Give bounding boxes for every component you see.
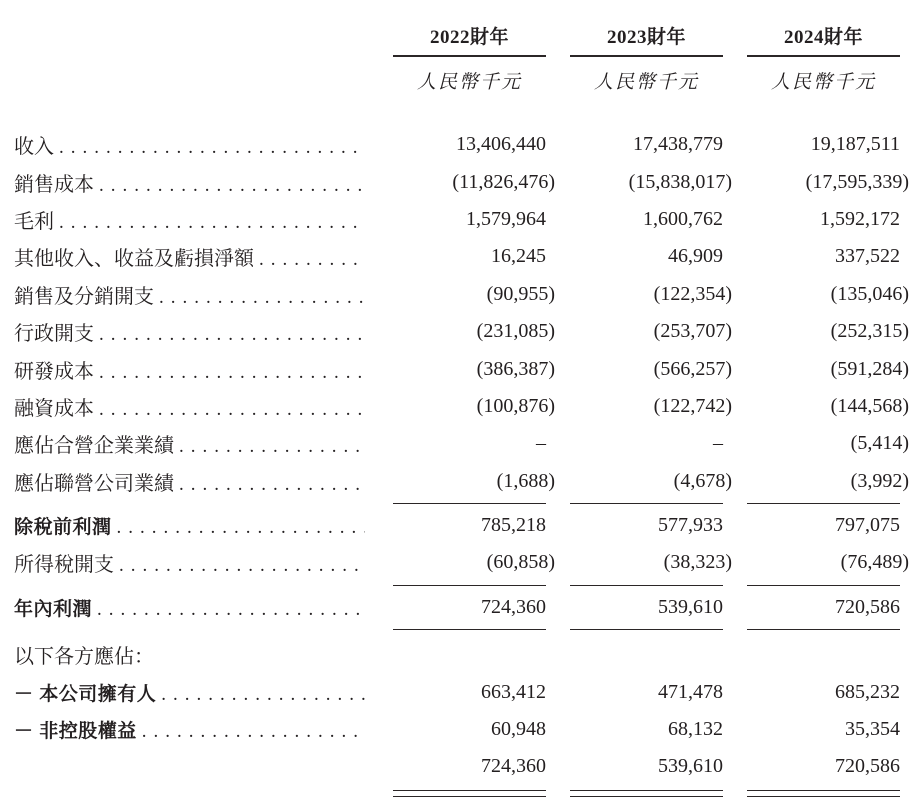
dot-leader bbox=[94, 362, 365, 384]
table-row-jv-results bbox=[14, 425, 916, 462]
row-value: (566,257) bbox=[653, 357, 732, 380]
row-value: 797,075 bbox=[835, 514, 900, 537]
dot-leader bbox=[137, 721, 365, 743]
row-label: 行政開支 bbox=[14, 323, 94, 346]
unit-label: 人民幣千元 bbox=[416, 72, 522, 93]
single-rule bbox=[14, 629, 916, 630]
row-value: 13,406,440 bbox=[456, 133, 546, 156]
year-header-2022: 2022財年 bbox=[393, 22, 546, 57]
table-row-rd-costs bbox=[14, 350, 916, 387]
dot-leader bbox=[94, 324, 365, 346]
double-rule bbox=[14, 790, 916, 797]
table-row-profit-before-tax bbox=[14, 507, 916, 544]
dot-leader bbox=[94, 175, 365, 197]
unit-label: 人民幣千元 bbox=[593, 72, 699, 93]
row-value: (100,876) bbox=[476, 394, 555, 417]
row-value: – bbox=[713, 432, 723, 455]
row-value: 685,232 bbox=[835, 680, 900, 703]
row-label: 應佔合營企業業績 bbox=[14, 435, 174, 458]
dot-leader bbox=[112, 517, 365, 539]
row-label: － 本公司擁有人 bbox=[14, 683, 157, 705]
single-rule bbox=[14, 585, 916, 586]
row-value: (231,085) bbox=[476, 320, 555, 343]
dot-leader bbox=[156, 684, 365, 706]
row-value: 539,610 bbox=[658, 595, 723, 618]
table-row-profit-for-year bbox=[14, 589, 916, 626]
row-label: － 非控股權益 bbox=[14, 721, 137, 743]
row-value: 724,360 bbox=[481, 595, 546, 618]
row-label: 銷售及分銷開支 bbox=[14, 285, 154, 308]
row-value: (76,489) bbox=[840, 551, 909, 574]
dot-leader bbox=[114, 555, 365, 577]
row-label: 銷售成本 bbox=[14, 173, 94, 196]
row-label: 年內利潤 bbox=[14, 598, 93, 620]
table-row-admin-expenses bbox=[14, 313, 916, 350]
row-value: (4,678) bbox=[673, 469, 732, 492]
row-value: 1,592,172 bbox=[820, 207, 900, 230]
dot-leader bbox=[94, 399, 365, 421]
table-row-non-controlling-interests bbox=[14, 711, 916, 748]
table-header-units bbox=[14, 57, 916, 94]
row-value: 720,586 bbox=[835, 755, 900, 778]
row-value: 46,909 bbox=[668, 245, 723, 268]
row-value: 785,218 bbox=[481, 514, 546, 537]
row-label: 除稅前利潤 bbox=[14, 517, 112, 539]
row-value: 1,600,762 bbox=[643, 207, 723, 230]
row-label: 其他收入、收益及虧損淨額 bbox=[14, 248, 254, 271]
dot-leader bbox=[54, 212, 365, 234]
row-value: (1,688) bbox=[496, 469, 555, 492]
row-value: 539,610 bbox=[658, 755, 723, 778]
dot-leader bbox=[254, 249, 365, 271]
table-row-other-income bbox=[14, 238, 916, 275]
year-header-2024: 2024財年 bbox=[747, 22, 900, 57]
row-value: 16,245 bbox=[491, 245, 546, 268]
table-row-associates-results bbox=[14, 463, 916, 500]
table-row-total bbox=[14, 748, 916, 785]
table-row-attributable-heading bbox=[14, 636, 916, 673]
table-row-revenue bbox=[14, 126, 916, 163]
table-row-selling-expenses bbox=[14, 276, 916, 313]
year-header-2023: 2023財年 bbox=[570, 22, 723, 57]
row-value: (11,826,476) bbox=[452, 170, 555, 193]
row-value: 68,132 bbox=[668, 718, 723, 741]
row-value: 663,412 bbox=[481, 680, 546, 703]
row-value: 17,438,779 bbox=[633, 133, 723, 156]
row-label: 收入 bbox=[14, 136, 54, 159]
table-row-gross-profit bbox=[14, 201, 916, 238]
row-label: 應佔聯營公司業績 bbox=[14, 472, 174, 495]
unit-label: 人民幣千元 bbox=[770, 72, 876, 93]
row-value: (135,046) bbox=[830, 282, 909, 305]
row-value: (122,354) bbox=[653, 282, 732, 305]
table-row-income-tax bbox=[14, 544, 916, 581]
row-value: (122,742) bbox=[653, 394, 732, 417]
row-label: 以下各方應佔： bbox=[14, 646, 154, 669]
dot-leader bbox=[174, 436, 365, 458]
table-row-cost-of-sales bbox=[14, 163, 916, 200]
row-value: (17,595,339) bbox=[805, 170, 909, 193]
row-value: 1,579,964 bbox=[466, 207, 546, 230]
row-value: (253,707) bbox=[653, 320, 732, 343]
row-value: (15,838,017) bbox=[628, 170, 732, 193]
row-value: (591,284) bbox=[830, 357, 909, 380]
row-label: 研發成本 bbox=[14, 360, 94, 383]
row-value: 720,586 bbox=[835, 595, 900, 618]
row-value: 577,933 bbox=[658, 514, 723, 537]
row-value: (3,992) bbox=[850, 469, 909, 492]
single-rule bbox=[14, 503, 916, 504]
row-value: 337,522 bbox=[835, 245, 900, 268]
row-label: 毛利 bbox=[14, 210, 54, 233]
row-value: 60,948 bbox=[491, 718, 546, 741]
row-value: – bbox=[536, 432, 546, 455]
table-body bbox=[14, 126, 916, 797]
row-value: (144,568) bbox=[830, 394, 909, 417]
table-header-years bbox=[14, 22, 916, 57]
unit-spacer bbox=[14, 57, 369, 94]
row-value: 471,478 bbox=[658, 680, 723, 703]
row-label: 融資成本 bbox=[14, 397, 94, 420]
row-value: (60,858) bbox=[486, 551, 555, 574]
row-label: 所得稅開支 bbox=[14, 554, 114, 577]
dot-leader bbox=[154, 287, 365, 309]
row-value: (252,315) bbox=[830, 320, 909, 343]
row-value: (5,414) bbox=[850, 432, 909, 455]
table-row-finance-costs bbox=[14, 388, 916, 425]
row-value: (386,387) bbox=[476, 357, 555, 380]
row-value: (38,323) bbox=[663, 551, 732, 574]
row-value: 19,187,511 bbox=[810, 133, 900, 156]
dot-leader bbox=[174, 474, 365, 496]
table-row-owners-of-company bbox=[14, 673, 916, 710]
dot-leader bbox=[92, 599, 365, 621]
row-value: (90,955) bbox=[486, 282, 555, 305]
dot-leader bbox=[54, 137, 365, 159]
row-value: 35,354 bbox=[845, 718, 900, 741]
row-value: 724,360 bbox=[481, 755, 546, 778]
header-spacer bbox=[14, 22, 369, 57]
